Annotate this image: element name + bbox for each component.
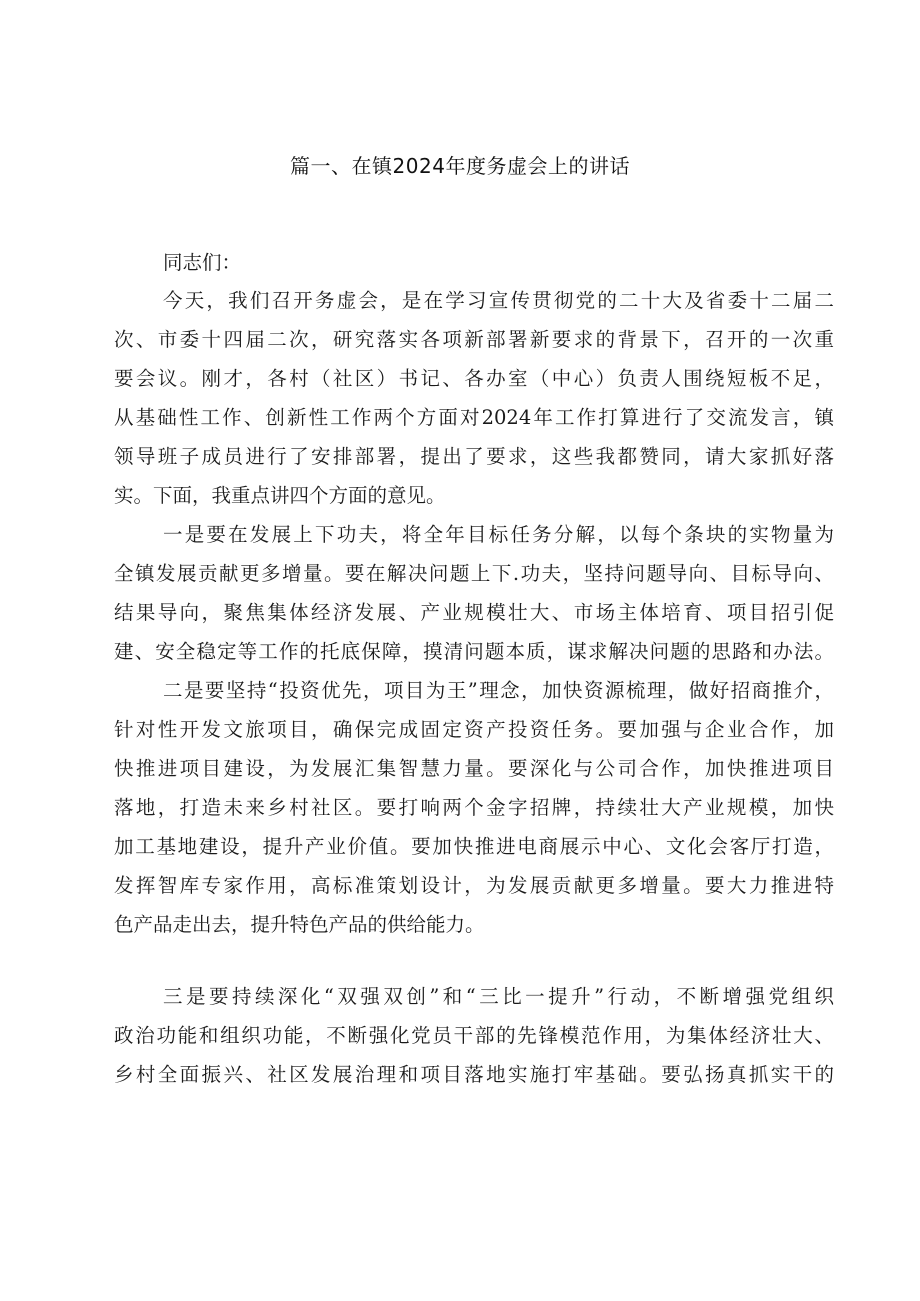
- paragraph-2-line-4: 建、安全稳定等工作的托底保障，摸清问题本质，谋求解决问题的思路和办法。: [114, 640, 834, 663]
- paragraph-3-line-5: 加工基地建设，提升产业价值。要加快推进电商展示中心、文化会客厅打造，: [114, 835, 834, 858]
- paragraph-2-line-1: 一是要在发展上下功夫，将全年目标任务分解，以每个条块的实物量为: [163, 523, 834, 546]
- paragraph-2-line-3: 结果导向，聚焦集体经济发展、产业规模壮大、市场主体培育、项目招引促: [114, 601, 834, 624]
- paragraph-3-line-2: 针对性开发文旅项目，确保完成固定资产投资任务。要加强与企业合作，加: [114, 718, 834, 741]
- document-title: 篇一、在镇2024年度务虚会上的讲话: [290, 154, 630, 178]
- salutation: 同志们：: [163, 251, 242, 274]
- paragraph-1-line-3: 要会议。刚才，各村（社区）书记、各办室（中心）负责人围绕短板不足，: [114, 367, 834, 390]
- paragraph-4-line-1: 三是要持续深化“双强双创”和“三比一提升”行动，不断增强党组织: [163, 985, 834, 1008]
- paragraph-1-line-1: 今天，我们召开务虚会，是在学习宣传贯彻党的二十大及省委十二届二: [163, 289, 834, 312]
- paragraph-1-line-2: 次、市委十四届二次，研究落实各项新部署新要求的背景下，召开的一次重: [114, 328, 834, 351]
- paragraph-4-line-2: 政治功能和组织功能，不断强化党员干部的先锋模范作用，为集体经济壮大、: [114, 1024, 834, 1047]
- paragraph-3-line-1: 二是要坚持“投资优先，项目为王”理念，加快资源梳理，做好招商推介，: [163, 679, 834, 702]
- paragraph-1-line-6: 实。下面，我重点讲四个方面的意见。: [114, 484, 446, 507]
- paragraph-1-line-4: 从基础性工作、创新性工作两个方面对2024年工作打算进行了交流发言，镇: [114, 406, 834, 429]
- paragraph-3-line-6: 发挥智库专家作用，高标准策划设计，为发展贡献更多增量。要大力推进特: [114, 874, 834, 897]
- paragraph-2-line-2: 全镇发展贡献更多增量。要在解决问题上下.功夫，坚持问题导向、目标导向、: [114, 562, 834, 585]
- paragraph-1-line-5: 领导班子成员进行了安排部署，提出了要求，这些我都赞同，请大家抓好落: [114, 445, 834, 468]
- paragraph-3-line-4: 落地，打造未来乡村社区。要打响两个金字招牌，持续壮大产业规模，加快: [114, 796, 834, 819]
- paragraph-4-line-3: 乡村全面振兴、社区发展治理和项目落地实施打牢基础。要弘扬真抓实干的: [114, 1063, 834, 1086]
- paragraph-3-line-3: 快推进项目建设，为发展汇集智慧力量。要深化与公司合作，加快推进项目: [114, 757, 834, 780]
- paragraph-3-line-7: 色产品走出去，提升特色产品的供给能力。: [114, 913, 485, 936]
